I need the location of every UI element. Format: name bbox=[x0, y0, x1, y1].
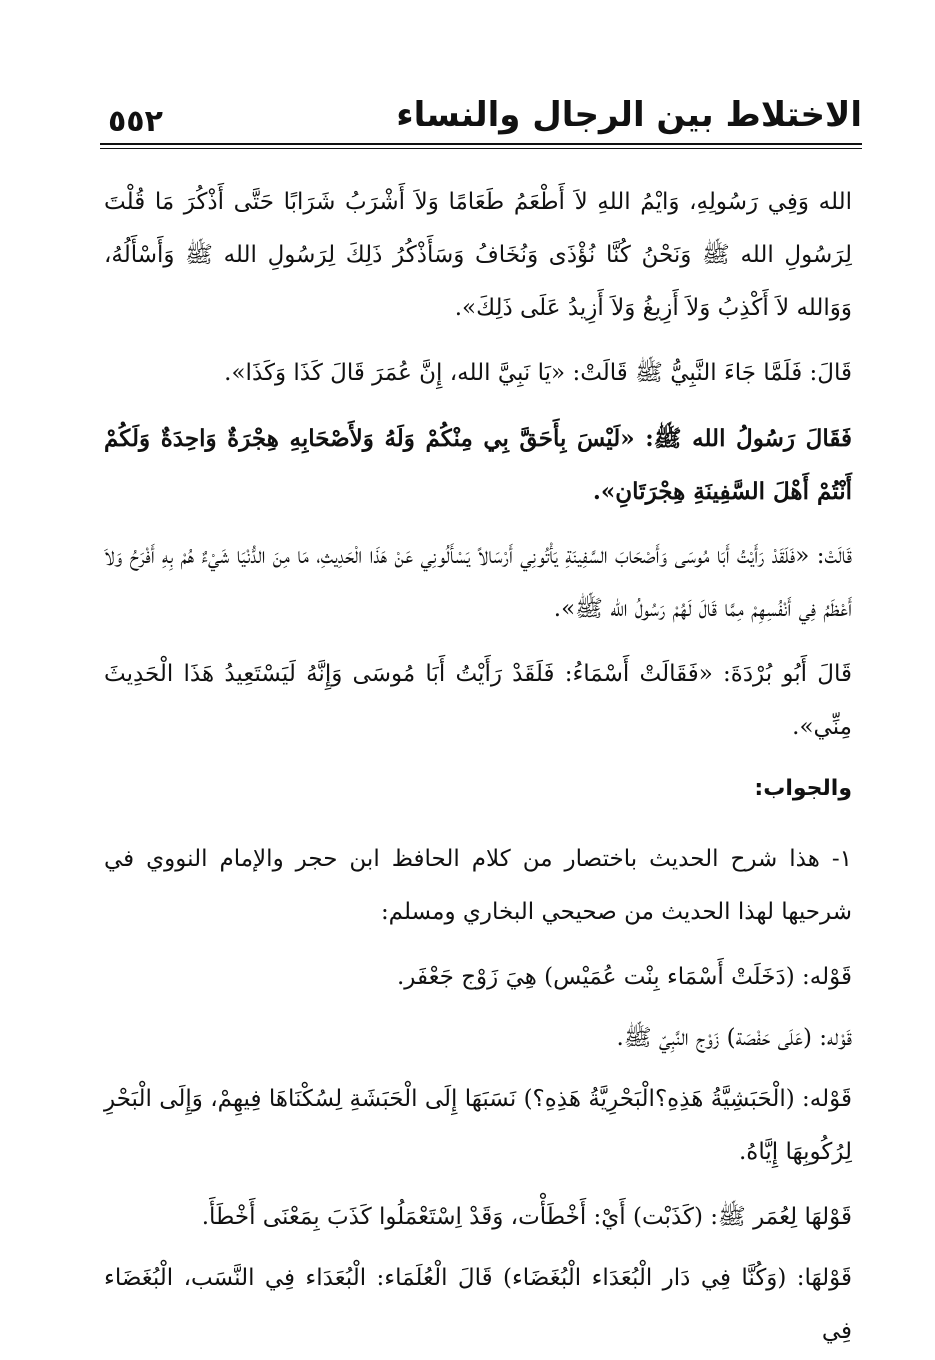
answer-heading: والجواب: bbox=[754, 776, 852, 801]
header-rule-thin bbox=[100, 148, 862, 149]
answer-paragraph-5: قَوْلهَا لِعُمَر ﷺ: (كَذَبْت) أَيْ: أَخْطَأْت، وَقَدْ اِسْتَعْمَلُوا كَذَبَ بِمَعْنَى أَخْطَأَ. bbox=[201, 1204, 852, 1230]
header-title: الاختلاط بين الرجال والنساء bbox=[396, 95, 862, 135]
hadith-paragraph-4: قَالَتْ: «فَلَقَدْ رَأَيْتُ أَبَا مُوسَى وَأَصْحَابَ السَّفِينَةِ يَأْتُونِي أَرْسَالاً يَسْأَلُونِي عَنْ هَذَا الْحَدِيثِ، مَا مِنَ الدُّنْيَا شَيْءٌ هُمْ بِهِ أَفْرَحُ وَلاَ أَعْظَمُ فِي أَنْفُسِهِمْ مِمَّا قَالَ لَهُمْ رَسُولُ الله ﷺ». bbox=[104, 543, 852, 622]
answer-paragraph-2: قَوْله: (دَخَلَتْ أَسْمَاء بِنْت عُمَيْس) هِيَ زَوْج جَعْفَر. bbox=[396, 964, 852, 990]
hadith-paragraph-3: فَقَالَ رَسُولُ الله ﷺ: «لَيْسَ بِأَحَقَّ بِي مِنْكُمْ وَلَهُ وَلأَصْحَابِهِ هِجْرَةٌ وَاحِدَةٌ وَلَكُمْ أَنْتُمْ أَهْلَ السَّفِينَةِ هِجْرَتَانِ». bbox=[104, 425, 852, 505]
answer-paragraph-6: قَوْلهَا: (وَكُنَّا فِي دَار الْبُعَدَاء الْبُغَضَاء) قَالَ الْعُلَمَاء: الْبُعَدَاء فِي النَّسَب، الْبُغَضَاء فِي bbox=[104, 1265, 852, 1344]
answer-paragraph-3: قَوْله: (عَلَى حَفْصَة) زَوْج النَّبِيّ ﷺ. bbox=[616, 1025, 852, 1051]
answer-paragraph-1: ١- هذا شرح الحديث باختصار من كلام الحافظ ابن حجر والإمام النووي في شرحيها لهذا الحديث من صحيحي البخاري ومسلم: bbox=[104, 846, 852, 925]
page-header bbox=[100, 92, 862, 154]
header-rule bbox=[100, 143, 862, 145]
page-number: ٥٥٢ bbox=[108, 104, 171, 140]
hadith-paragraph-1: الله وَفِي رَسُولِهِ، وَايْمُ اللهِ لاَ أَطْعَمُ طَعَامًا وَلاَ أَشْرَبُ شَرَابًا حَتَّى أَذْكُرَ مَا قُلْتَ لِرَسُولِ الله ﷺ وَنَحْنُ كُنَّا نُؤْذَى وَنُخَافُ وَسَأَذْكُرُ ذَلِكَ لِرَسُولِ الله ﷺ وَأَسْأَلُهُ، وَوَالله لاَ أَكْذِبُ وَلاَ أَزِيغُ وَلاَ أَزِيدُ عَلَى ذَلِكَ». bbox=[104, 189, 852, 321]
hadith-paragraph-2: قَالَ: فَلَمَّا جَاءَ النَّبِيُّ ﷺ قَالَتْ: «يَا نَبِيَّ الله، إِنَّ عُمَرَ قَالَ كَذَا وَكَذَا». bbox=[224, 360, 852, 386]
hadith-paragraph-5: قَالَ أَبُو بُرْدَةَ: «فَقَالَتْ أَسْمَاءُ: فَلَقَدْ رَأَيْتُ أَبَا مُوسَى وَإِنَّهُ لَيَسْتَعِيدُ هَذَا الْحَدِيثَ مِنِّي». bbox=[104, 661, 852, 740]
page-body bbox=[104, 176, 852, 1360]
answer-paragraph-4: قَوْله: (الْحَبَشِيَّةُ هَذِهِ؟الْبَحْرِيَّةُ هَذِهِ؟) نَسَبَهَا إِلَى الْحَبَشَةِ لِسُكْنَاهَا فِيهِمْ، وَإِلَى الْبَحْرِ لِرُكُوبِهَا إِيَّاهُ. bbox=[104, 1086, 852, 1165]
